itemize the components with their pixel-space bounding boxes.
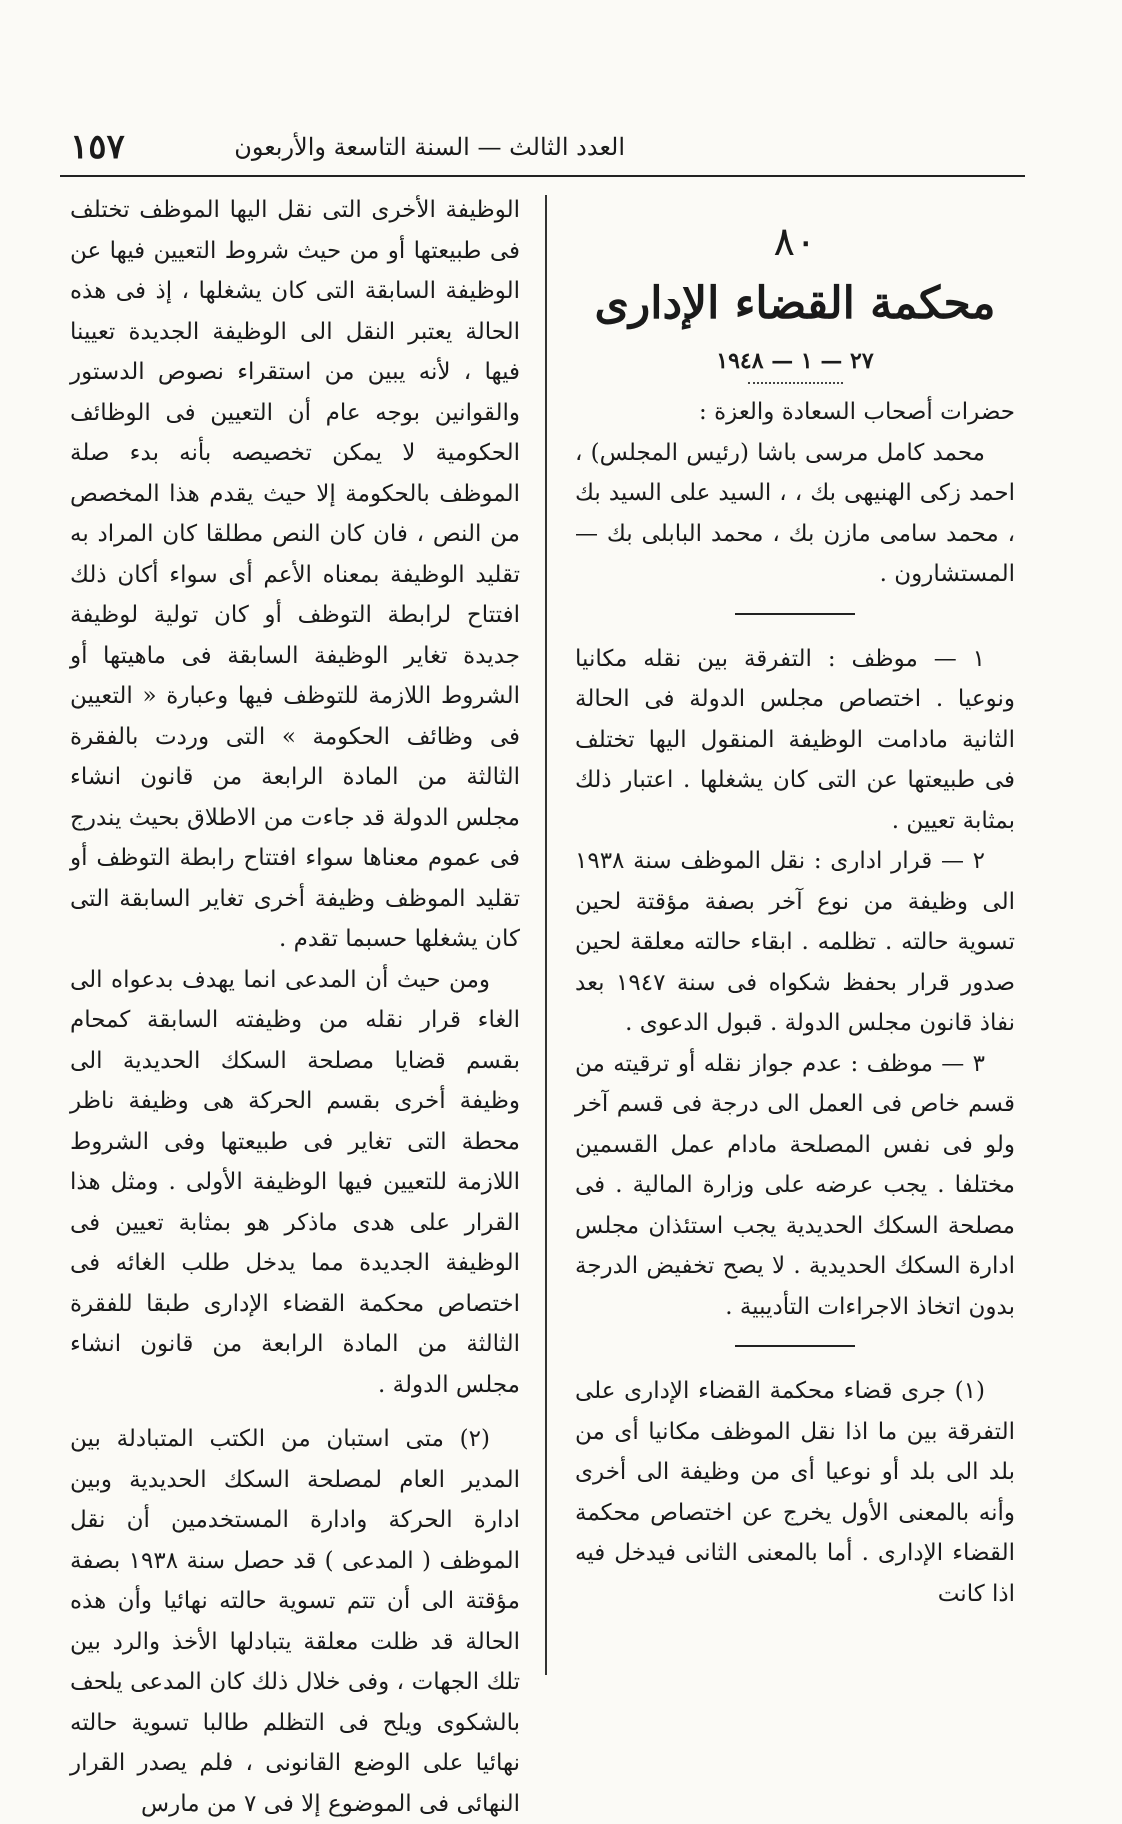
summary-item: ١ — موظف : التفرقة بين نقله مكانيا ونوعيا . اختصاص مجلس الدولة فى الحالة الثانية مادامت الوظيفة المنقول اليها تختلف فى طبيعتها عن التى كان يشغلها . اعتبار ذلك بمثابة تعيين . xyxy=(575,645,1015,834)
body-paragraph: ومن حيث أن المدعى انما يهدف بدعواه الى الغاء قرار نقله من وظيفته السابقة كمحام بقسم قضايا مصلحة السكك الحديدية الى وظيفة أخرى بقسم الحركة هى وظيفة ناظر محطة التى تغاير فى طبيعتها وفى الشروط اللازمة للتعيين فيها الوظيفة الأولى . ومثل هذا القرار على هدى ماذكر هو بمثابة تعيين فى الوظيفة الجديدة مما يدخل طلب الغائه فى اختصاص محكمة القضاء الإدارى طبقا للفقرة الثالثة من المادة الرابعة من قانون انشاء مجلس الدولة . xyxy=(70,966,520,1398)
right-column xyxy=(575,190,1015,1614)
body-paragraph: (٢) متى استبان من الكتب المتبادلة بين المدير العام لمصلحة السكك الحديدية وبين ادارة الحركة وادارة المستخدمين أن نقل الموظف ( المدعى ) قد حصل سنة ١٩٣٨ بصفة مؤقتة الى أن تتم تسوية حالته نهائيا وأن هذه الحالة قد ظلت معلقة يتبادلها الأخذ والرد بين تلك الجهات ، وفى خلال ذلك كان المدعى يلحف بالشكوى ويلح فى التظلم طالبا تسوية حالته نهائيا على الوضع القانونى ، فلم يصدر القرار النهائى فى الموضوع إلا فى ٧ من مارس xyxy=(70,1426,521,1817)
divider-rule xyxy=(735,1345,855,1347)
summary-item: ٢ — قرار ادارى : نقل الموظف سنة ١٩٣٨ الى وظيفة من نوع آخر بصفة مؤقتة لحين تسوية حالته . تظلمه . ابقاء حالته معلقة لحين صدور قرار بحفظ شكواه فى سنة ١٩٤٧ بعد نفاذ قانون مجلس الدولة . قبول الدعوى . xyxy=(575,848,1015,1036)
page-number: ١٥٧ xyxy=(70,127,125,167)
divider-rule xyxy=(748,382,843,384)
summary-item: ٣ — موظف : عدم جواز نقله أو ترقيته من قسم خاص فى العمل الى درجة فى قسم آخر ولو فى نفس المصلحة مادام عمل القسمين مختلفا . يجب عرضه على وزارة المالية . فى مصلحة السكك الحديدية يجب استئذان مجلس ادارة السكك الحديدية . لا يصح تخفيض الدرجة بدون اتخاذ الاجراءات التأديبية . xyxy=(575,1050,1015,1320)
case-number: ٨٠ xyxy=(773,219,817,265)
page-header xyxy=(60,115,1025,177)
judgment-date: ٢٧ — ١ — ١٩٤٨ xyxy=(716,348,874,374)
bench-heading: حضرات أصحاب السعادة والعزة : xyxy=(699,399,1015,425)
court-name: محكمة القضاء الإدارى xyxy=(594,278,996,329)
footnote: (١) جرى قضاء محكمة القضاء الإدارى على التفرقة بين ما اذا نقل الموظف مكانيا أى من بلد الى بلد أو نوعيا أى من وظيفة الى أخرى وأنه بالمعنى الأول يخرج عن اختصاص محكمة القضاء الإدارى . أما بالمعنى الثانى فيدخل فيه اذا كانت xyxy=(575,1378,1015,1607)
bench-members: محمد كامل مرسى باشا (رئيس المجلس) ، احمد زكى الهنيهى بك ، ، السيد على السيد بك ، محمد سامى مازن بك ، محمد البابلى بك — المستشارون . xyxy=(575,439,1015,587)
divider-rule xyxy=(735,613,855,615)
column-divider xyxy=(545,195,547,1675)
left-column xyxy=(70,190,520,1824)
running-title: العدد الثالث — السنة التاسعة والأربعون xyxy=(234,133,625,161)
body-paragraph: الوظيفة الأخرى التى نقل اليها الموظف تختلف فى طبيعتها أو من حيث شروط التعيين فيها عن الوظيفة السابقة التى كان يشغلها ، إذ فى هذه الحالة يعتبر النقل الى الوظيفة الجديدة تعيينا فيها ، لأنه يبين من استقراء نصوص الدستور والقوانين بوجه عام أن التعيين فى الوظائف الحكومية لا يمكن تخصيصه بأنه بدء صلة الموظف بالحكومة إلا حيث يقدم هذا المخصص من النص ، فان كان النص مطلقا كان المراد به تقليد الوظيفة بمعناه الأعم أى سواء أكان ذلك افتتاح لرابطة التوظف أو كان تولية لوظيفة جديدة تغاير الوظيفة السابقة فى ماهيتها أو الشروط اللازمة للتوظف فيها وعبارة « التعيين فى وظائف الحكومة » التى وردت بالفقرة الثالثة من المادة الرابعة من قانون انشاء مجلس الدولة قد جاءت من الاطلاق بحيث يندرج فى عموم معناها سواء افتتاح رابطة التوظف أو تقليد الموظف وظيفة أخرى تغاير السابقة التى كان يشغلها حسبما تقدم . xyxy=(70,197,520,952)
